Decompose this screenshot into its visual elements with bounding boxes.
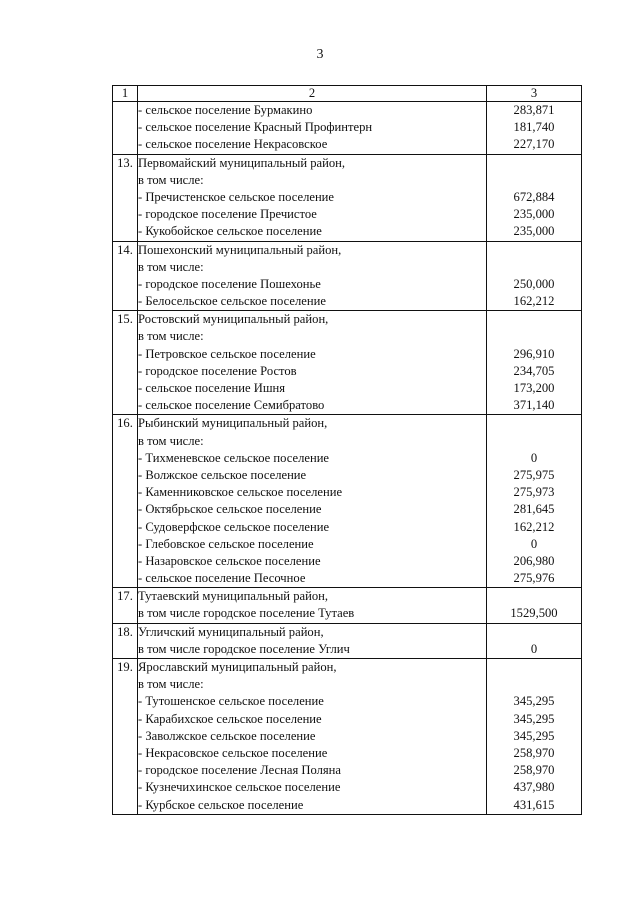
row-number: 17. (113, 588, 138, 623)
amount-value: 283,871 (513, 103, 555, 117)
amount-value: 250,000 (513, 276, 555, 291)
row-values (487, 311, 582, 415)
row-number: 18. (113, 623, 138, 658)
description-line: - сельское поселение Красный Профинтерн (138, 120, 373, 135)
description-line: - Некрасовское сельское поселение (138, 745, 328, 760)
description-line: - Назаровское сельское поселение (138, 553, 321, 568)
row-values (487, 154, 582, 241)
amount-value (487, 155, 581, 172)
description-line: - городское поселение Пошехонье (138, 276, 321, 291)
amount-value: 431,615 (513, 797, 555, 812)
row-values (487, 241, 582, 311)
amount-value: 275,976 (513, 571, 555, 586)
amount-value: 275,975 (513, 467, 555, 482)
description-line: в том числе: (138, 172, 204, 187)
description-line: - городское поселение Ростов (138, 363, 297, 378)
amount-value (487, 624, 581, 641)
amount-value: 0 (530, 536, 538, 551)
allocation-table (112, 85, 582, 815)
description-line: - сельское поселение Ишня (138, 381, 286, 395)
description-line: - Каменниковское сельское поселение (138, 485, 343, 500)
description-line: - сельское поселение Семибратово (138, 398, 325, 413)
table-row (113, 659, 582, 815)
table-row (113, 102, 582, 155)
amount-value: 281,645 (513, 502, 555, 517)
row-number: 14. (113, 241, 138, 311)
row-description (138, 311, 487, 415)
description-line: в том числе: (138, 433, 204, 448)
amount-value: 0 (530, 641, 538, 656)
table-row (113, 154, 582, 241)
row-description (138, 102, 487, 155)
row-description (138, 415, 487, 588)
amount-value: 162,212 (513, 519, 555, 534)
description-line: - Тутошенское сельское поселение (138, 694, 324, 709)
amount-value: 0 (530, 450, 538, 465)
description-line: Пошехонский муниципальный район, (138, 242, 342, 257)
row-number: 15. (113, 311, 138, 415)
amount-value: 181,740 (513, 120, 555, 135)
row-values (487, 588, 582, 623)
amount-value: 206,980 (513, 553, 555, 568)
description-line: - Октябрьское сельское поселение (138, 502, 322, 517)
description-line: Ярославский муниципальный район, (138, 660, 337, 674)
description-line: в том числе: (138, 329, 204, 344)
page-number: 3 (316, 47, 324, 62)
description-line: - Тихменевское сельское поселение (138, 450, 330, 465)
row-values (487, 659, 582, 815)
description-line: - Кукобойское сельское поселение (138, 224, 322, 239)
amount-value: 173,200 (513, 381, 555, 395)
description-line: - Судоверфское сельское поселение (138, 519, 330, 534)
amount-value (487, 242, 581, 259)
row-description (138, 659, 487, 815)
description-line: - Заволжское сельское поселение (138, 728, 316, 743)
description-line: - Курбское сельское поселение (138, 797, 304, 812)
table-row (113, 415, 582, 588)
row-description (138, 623, 487, 658)
amount-value: 345,295 (513, 694, 555, 709)
amount-value: 345,295 (513, 728, 555, 743)
amount-value (487, 311, 581, 328)
row-description (138, 241, 487, 311)
amount-value (487, 172, 581, 189)
description-line: - Белосельское сельское поселение (138, 294, 326, 309)
table-row (113, 588, 582, 623)
row-number: 19. (113, 659, 138, 815)
amount-value (487, 433, 581, 450)
amount-value (487, 328, 581, 345)
amount-value: 437,980 (513, 780, 555, 795)
amount-value: 1529,500 (510, 606, 558, 621)
description-line: Первомайский муниципальный район, (138, 155, 346, 170)
amount-value: 162,212 (513, 294, 555, 309)
amount-value: 235,000 (513, 224, 555, 239)
description-line: - Волжское сельское поселение (138, 467, 307, 482)
description-line: - городское поселение Пречистое (138, 207, 317, 222)
amount-value: 258,970 (513, 763, 555, 778)
amount-value (487, 259, 581, 276)
amount-value: 227,170 (513, 137, 555, 152)
row-number (113, 102, 138, 155)
amount-value: 258,970 (513, 745, 555, 760)
amount-value (487, 588, 581, 605)
description-line: - Карабихское сельское поселение (138, 711, 322, 726)
column-header-1: 1 (113, 86, 138, 102)
description-line: в том числе: (138, 677, 204, 692)
description-line: в том числе городское поселение Тутаев (138, 606, 355, 621)
description-line: Ростовский муниципальный район, (138, 312, 329, 327)
amount-value: 234,705 (513, 363, 555, 378)
table-row (113, 311, 582, 415)
column-header-3: 3 (487, 86, 582, 102)
description-line: в том числе городское поселение Углич (138, 641, 350, 656)
description-line: Рыбинский муниципальный район, (138, 416, 328, 431)
amount-value: 672,884 (513, 189, 555, 204)
amount-value (487, 415, 581, 432)
description-line: в том числе: (138, 259, 204, 274)
row-number: 13. (113, 154, 138, 241)
table-header-row (113, 86, 582, 102)
row-values (487, 102, 582, 155)
description-line: - Петровское сельское поселение (138, 346, 316, 361)
description-line: Угличский муниципальный район, (138, 624, 324, 639)
row-values (487, 623, 582, 658)
amount-value: 235,000 (513, 207, 555, 222)
amount-value: 296,910 (513, 346, 555, 361)
amount-value: 345,295 (513, 711, 555, 726)
amount-value (487, 676, 581, 693)
description-line: - Глебовское сельское поселение (138, 536, 314, 551)
table-row (113, 623, 582, 658)
description-line: - городское поселение Лесная Поляна (138, 763, 342, 778)
description-line: Тутаевский муниципальный район, (138, 589, 329, 604)
column-header-2: 2 (138, 86, 487, 102)
amount-value: 371,140 (513, 398, 555, 413)
row-number: 16. (113, 415, 138, 588)
description-line: - сельское поселение Песочное (138, 571, 306, 586)
description-line: - сельское поселение Бурмакино (138, 103, 313, 117)
description-line: - сельское поселение Некрасовское (138, 137, 328, 152)
amount-value (487, 659, 581, 676)
amount-value: 275,973 (513, 485, 555, 500)
row-description (138, 154, 487, 241)
row-values (487, 415, 582, 588)
row-description (138, 588, 487, 623)
table-row (113, 241, 582, 311)
description-line: - Пречистенское сельское поселение (138, 189, 335, 204)
description-line: - Кузнечихинское сельское поселение (138, 780, 341, 795)
